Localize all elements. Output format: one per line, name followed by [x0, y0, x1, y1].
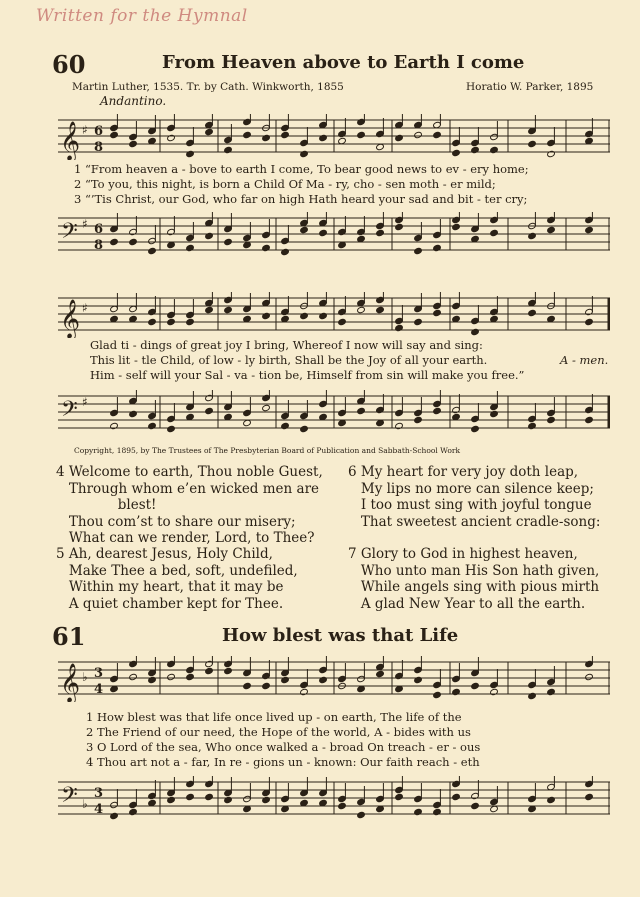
notehead: [148, 318, 157, 325]
notehead: [129, 673, 138, 680]
notehead: [224, 238, 233, 245]
notehead: [376, 229, 385, 236]
stanza-7: 7 Glory to God in highest heaven, Who unto man His Son hath given, While angels sing with pious mirth A glad New Year to all the earth.: [348, 546, 600, 612]
notehead: [243, 131, 252, 138]
notehead: [471, 802, 480, 809]
notehead: [167, 796, 176, 803]
notehead: [186, 244, 195, 251]
treble-staff: [58, 292, 610, 338]
notehead: [490, 229, 499, 236]
notehead: [110, 131, 119, 138]
notehead: [262, 404, 271, 411]
svg-text:4: 4: [94, 682, 104, 697]
notehead: [376, 670, 385, 677]
notehead: [528, 692, 537, 699]
notehead: [547, 226, 556, 233]
notehead: [129, 238, 138, 245]
notehead: [300, 312, 309, 319]
notehead: [205, 232, 214, 239]
notehead: [205, 407, 214, 414]
notehead: [224, 146, 233, 153]
bass-staff: [58, 776, 610, 822]
notehead: [281, 131, 290, 138]
notehead: [452, 688, 461, 695]
notehead: [452, 149, 461, 156]
stanza-4: 4 Welcome to earth, Thou noble Guest, Through whom e’en wicked men are blest! Thou com’st to share our misery; What can we render, Lord, to Thee?: [56, 464, 323, 547]
notehead: [471, 425, 480, 432]
notehead: [319, 229, 328, 236]
key-sharp-icon: ♯: [82, 123, 88, 137]
notehead: [205, 667, 214, 674]
svg-text:6: 6: [94, 124, 104, 139]
key-sharp-icon: ♯: [82, 217, 88, 231]
notehead: [281, 676, 290, 683]
stanza-5: 5 Ah, dearest Jesus, Holy Child, Make Thee a bed, soft, undefiled, Within my heart, that it may be A quiet chamber kept for Thee.: [56, 546, 298, 612]
svg-text:6: 6: [94, 222, 104, 237]
notehead: [110, 422, 119, 429]
notehead: [547, 150, 556, 157]
verse-line: 1 “From heaven a - bove to earth I come, To bear good news to ev - ery home;: [74, 162, 529, 176]
notehead: [395, 134, 404, 141]
bass-staff: [58, 212, 610, 258]
notehead: [471, 328, 480, 335]
notehead: [224, 796, 233, 803]
treble-staff-svg: [58, 292, 610, 338]
notehead: [452, 793, 461, 800]
hymn-title: How blest was that Life: [222, 625, 459, 646]
notehead: [471, 682, 480, 689]
notehead: [205, 128, 214, 135]
notehead: [376, 306, 385, 313]
key-flat-icon: ♭: [82, 797, 88, 811]
notehead: [281, 422, 290, 429]
notehead: [547, 796, 556, 803]
notehead: [262, 244, 271, 251]
notehead: [224, 667, 233, 674]
notehead: [490, 410, 499, 417]
bass-clef-icon: 𝄢: [61, 397, 78, 427]
treble-staff-svg: [58, 656, 610, 702]
notehead: [357, 407, 366, 414]
notehead: [433, 309, 442, 316]
copyright-note: Copyright, 1895, by The Trustees of The Presbyterian Board of Publication and Sabbath-School Work: [74, 446, 461, 455]
treble-clef-icon: 𝄞: [60, 299, 81, 338]
notehead: [319, 312, 328, 319]
bass-clef-icon: 𝄢: [61, 219, 78, 249]
notehead: [148, 422, 157, 429]
notehead: [528, 232, 537, 239]
notehead: [186, 793, 195, 800]
verse-line: 3 O Lord of the sea, Who once walked a - broad On treach - er - ous: [86, 740, 481, 754]
notehead: [167, 134, 176, 141]
notehead: [262, 682, 271, 689]
notehead: [357, 306, 366, 313]
notehead: [395, 422, 404, 429]
notehead: [414, 416, 423, 423]
hymn-number: 60: [52, 50, 86, 79]
notehead: [300, 688, 309, 695]
verse-line: 1 How blest was that life once lived up - on earth, The life of the: [86, 710, 462, 724]
verse-line: 4 Thou art not a - far, In re - gions un - known: Our faith reach - eth: [86, 755, 480, 769]
notehead: [585, 318, 594, 325]
notehead: [585, 673, 594, 680]
notehead: [490, 146, 499, 153]
verse-line: Glad ti - dings of great joy I bring, Whereof I now will say and sing:: [90, 338, 483, 352]
notehead: [319, 676, 328, 683]
amen-label: A - men.: [560, 353, 609, 367]
notehead: [110, 238, 119, 245]
notehead: [281, 248, 290, 255]
bass-staff-svg: [58, 212, 610, 258]
bass-staff: [58, 390, 610, 436]
verse-line: 2 The Friend of our need, the Hope of the world, A - bides with us: [86, 725, 471, 739]
notehead: [338, 802, 347, 809]
notehead: [433, 407, 442, 414]
notehead: [224, 306, 233, 313]
notehead: [148, 247, 157, 254]
notehead: [205, 793, 214, 800]
notehead: [262, 312, 271, 319]
verse-line: 3 “’Tis Christ, our God, who far on high Hath heard your sad and bit - ter cry;: [74, 192, 528, 206]
notehead: [528, 309, 537, 316]
notehead: [547, 416, 556, 423]
notehead: [395, 793, 404, 800]
notehead: [110, 812, 119, 819]
bass-clef-icon: 𝄢: [61, 783, 78, 813]
svg-text:4: 4: [94, 802, 104, 817]
notehead: [528, 422, 537, 429]
treble-clef-icon: 𝄞: [60, 121, 81, 160]
notehead: [585, 416, 594, 423]
notehead: [547, 688, 556, 695]
treble-clef-icon: 𝄞: [60, 663, 81, 702]
key-flat-icon: ♭: [82, 670, 88, 684]
notehead: [167, 318, 176, 325]
hymn-number: 61: [52, 622, 86, 651]
notehead: [433, 244, 442, 251]
notehead: [243, 682, 252, 689]
treble-staff-svg: [58, 114, 610, 160]
bass-staff-svg: [58, 390, 610, 436]
notehead: [186, 318, 195, 325]
svg-text:3: 3: [94, 786, 104, 801]
notehead: [300, 150, 309, 157]
music-credit: Horatio W. Parker, 1895: [466, 81, 594, 93]
notehead: [129, 140, 138, 147]
key-sharp-icon: ♯: [82, 301, 88, 315]
verse-line: Him - self will your Sal - va - tion be, Himself from sin will make you free.”: [90, 368, 525, 382]
bass-staff-svg: [58, 776, 610, 822]
key-sharp-icon: ♯: [82, 395, 88, 409]
notehead: [129, 808, 138, 815]
notehead: [585, 793, 594, 800]
tempo-marking: Andantino.: [100, 94, 167, 108]
notehead: [414, 808, 423, 815]
notehead: [186, 150, 195, 157]
notehead: [528, 140, 537, 147]
notehead: [490, 688, 499, 695]
notehead: [167, 673, 176, 680]
notehead: [205, 306, 214, 313]
stanza-6: 6 My heart for very joy doth leap, My lips no more can silence keep; I too must sing with joyful tongue That sweetest ancient cradle-song:: [348, 464, 601, 530]
notehead: [186, 673, 195, 680]
notehead: [452, 223, 461, 230]
notehead: [262, 134, 271, 141]
notehead: [414, 318, 423, 325]
notehead: [300, 226, 309, 233]
notehead: [262, 796, 271, 803]
notehead: [129, 410, 138, 417]
notehead: [585, 226, 594, 233]
verse-line: 2 “To you, this night, is born a Child Of Ma - ry, cho - sen moth - er mild;: [74, 177, 496, 191]
notehead: [357, 131, 366, 138]
notehead: [395, 223, 404, 230]
notehead: [433, 691, 442, 698]
hymn-title: From Heaven above to Earth I come: [162, 52, 525, 73]
treble-staff: [58, 114, 610, 160]
notehead: [300, 425, 309, 432]
notehead: [414, 676, 423, 683]
svg-text:8: 8: [94, 140, 104, 155]
notehead: [338, 318, 347, 325]
svg-text:3: 3: [94, 666, 104, 681]
notehead: [319, 134, 328, 141]
notehead: [433, 131, 442, 138]
notehead: [167, 425, 176, 432]
notehead: [414, 131, 423, 138]
notehead: [357, 811, 366, 818]
words-credit: Martin Luther, 1535. Tr. by Cath. Winkworth, 1855: [72, 81, 344, 93]
verse-line: This lit - tle Child, of low - ly birth, Shall be the Joy of all your earth.: [90, 353, 488, 367]
notehead: [471, 146, 480, 153]
notehead: [414, 247, 423, 254]
notehead: [395, 324, 404, 331]
notehead: [148, 676, 157, 683]
notehead: [433, 808, 442, 815]
treble-staff: [58, 656, 610, 702]
handwritten-annotation: Written for the Hymnal: [36, 6, 248, 26]
svg-text:8: 8: [94, 238, 104, 253]
